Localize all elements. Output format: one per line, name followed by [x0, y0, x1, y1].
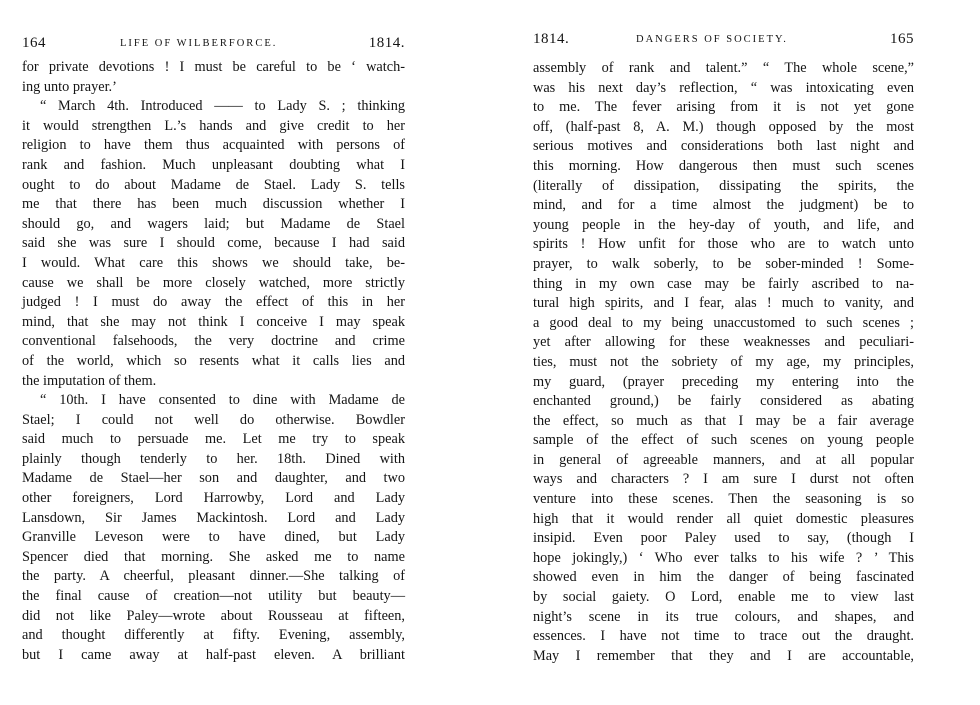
text-line: ties, must not the sobriety of my age, my principles,: [533, 353, 914, 370]
text-line: “ March 4th. Introduced —— to Lady S. ; thinking: [40, 98, 405, 115]
text-line: (literally of dissipation, dissipating the spirits, the: [533, 177, 914, 194]
text-line: conventional falsehoods, the very doctrine and crime: [22, 333, 405, 350]
text-line: yet after allowing for these weaknesses and peculiari-: [533, 334, 914, 351]
text-line: showed even in him the danger of being fascinated: [533, 569, 914, 586]
right-page-number: 165: [890, 31, 914, 47]
text-line: should go, and wagers laid; but Madame de Stael: [22, 215, 405, 232]
right-page: [533, 0, 914, 664]
text-line: Stael; I could not well do otherwise. Bowdler: [22, 411, 405, 428]
text-line: enchanted ground,) be fairly considered as abating: [533, 393, 914, 410]
left-running-year: 1814.: [368, 35, 405, 51]
text-line: thing in my own case may be fairly ascribed to na-: [533, 275, 914, 292]
text-line: the effect, so much as that I may be a fair average: [533, 412, 914, 429]
right-running-title: DANGERS OF SOCIETY.: [636, 34, 788, 45]
text-line: religion to have them thus acquainted with persons of: [22, 137, 405, 154]
text-line: rank and fashion. Much unpleasant doubting what I: [22, 156, 405, 173]
text-line: the imputation of them.: [22, 372, 157, 389]
text-line: other foreigners, Lord Harrowby, Lord and Lady: [22, 490, 405, 507]
text-line: venture into these scenes. Then the seasoning is so: [533, 491, 914, 508]
text-line: spirits ! How unfit for those who are to watch unto: [533, 236, 914, 253]
text-line: tural high spirits, and I fear, alas ! much to vanity, and: [533, 295, 914, 312]
text-line: and thought differently at fifty. Evening, assembly,: [22, 627, 405, 644]
text-line: May I remember that they and I are accountable,: [533, 647, 914, 664]
text-line: the final cause of creation—not utility but beauty—: [22, 588, 405, 605]
left-page-number: 164: [22, 35, 46, 51]
text-line: plainly though tenderly to her. 18th. Dined with: [22, 450, 405, 467]
text-line: it would strengthen L.’s hands and give credit to her: [22, 117, 405, 134]
text-line: assembly of rank and talent.” “ The whole scene,”: [533, 60, 914, 76]
text-line: Madame de Stael—her son and daughter, and two: [22, 470, 405, 487]
text-line: to me. The fever arising from it is not yet gone: [533, 99, 914, 116]
left-body-text: [22, 58, 405, 665]
text-line: I would. What care this shows we should take, be-: [22, 254, 405, 271]
text-line: me that there has been much discussion whether I: [22, 196, 405, 213]
text-line: serious motives and considerations both last night and: [533, 138, 914, 155]
text-line: ought to do about Madame de Stael. Lady S. tells: [22, 176, 405, 193]
text-line: this morning. How dangerous then must such scenes: [533, 157, 914, 174]
text-line: insipid. Even poor Paley used to say, (though I: [533, 530, 914, 547]
text-line: “ 10th. I have consented to dine with Madame de: [40, 392, 405, 409]
text-line: ways and characters ? I am sure I durst not often: [533, 471, 914, 488]
right-running-head: [533, 31, 914, 57]
text-line: mind, and for a time almost the judgment) be to: [533, 197, 914, 214]
left-running-title: LIFE OF WILBERFORCE.: [120, 38, 278, 49]
text-line: essences. I have not time to trace out the draught.: [533, 628, 914, 645]
text-line: my guard, (prayer preceding my entering into the: [533, 373, 914, 390]
text-line: high that it would render all quiet domestic pleasures: [533, 510, 914, 527]
text-line: a good deal to my being unaccustomed to such scenes ;: [533, 314, 914, 331]
text-line: prayer, to walk soberly, to be sober-minded ! Some-: [533, 255, 914, 272]
text-line: of the world, which so resents what it calls lies and: [22, 352, 405, 369]
text-line: mind, that she may not think I conceive I may speak: [22, 313, 405, 330]
text-line: the party. A cheerful, pleasant dinner.—She talking of: [22, 568, 405, 585]
text-line: judged ! I must do away the effect of this in her: [22, 294, 405, 311]
text-line: Granville Leveson were to have dined, but Lady: [22, 529, 405, 546]
text-line: young people in the hey-day of youth, and life, and: [533, 216, 914, 233]
text-line: sample of the effect of such scenes on young people: [533, 432, 914, 449]
text-line: said much to persuade me. Let me try to speak: [22, 431, 405, 448]
text-line: for private devotions ! I must be careful to be ‘ watch-: [22, 59, 405, 75]
text-line: Spencer died that morning. She asked me to name: [22, 548, 405, 565]
text-line: off, (half-past 8, A. M.) though opposed by the most: [533, 118, 914, 135]
text-line: cause we shall be more closely watched, more strictly: [22, 274, 405, 291]
text-line: said she was sure I should come, because I had said: [22, 235, 405, 252]
text-line: hope jokingly,) ‘ Who ever talks to his wife ? ’ This: [533, 549, 914, 566]
text-line: by social gaiety. O Lord, enable me to view last: [533, 589, 914, 606]
text-line: ing unto prayer.’: [22, 78, 117, 95]
text-line: in general of agreeable manners, and at all popular: [533, 451, 914, 468]
text-line: was his next day’s reflection, “ was intoxicating even: [533, 79, 914, 96]
text-line: but I came away at half-past eleven. A brilliant: [22, 646, 405, 663]
text-line: did not like Paley—wrote about Rousseau at fifteen,: [22, 607, 405, 624]
left-page: [22, 0, 405, 663]
right-running-year: 1814.: [533, 31, 570, 47]
text-line: night’s scene in its true colours, and shapes, and: [533, 608, 914, 625]
text-line: Lansdown, Sir James Mackintosh. Lord and Lady: [22, 509, 405, 526]
right-body-text: [533, 59, 914, 666]
